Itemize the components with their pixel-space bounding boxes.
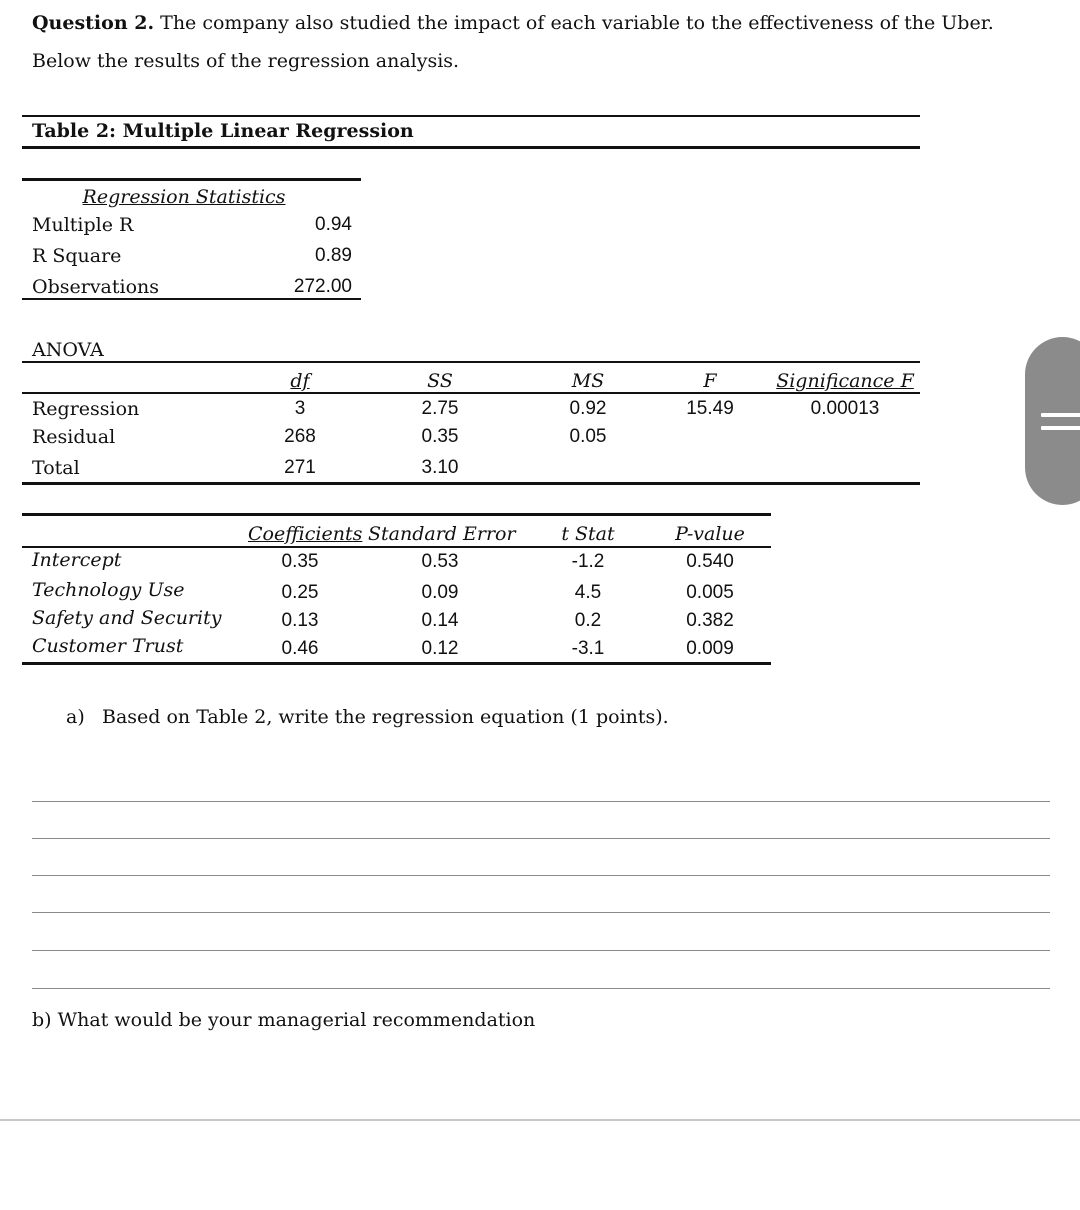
anova-header-ms: MS xyxy=(571,370,605,392)
coef-header-rule xyxy=(22,546,771,548)
answer-line[interactable] xyxy=(32,950,1050,951)
anova-sig-regression: 0.00013 xyxy=(810,398,880,419)
answer-line[interactable] xyxy=(32,988,1050,989)
anova-ms-regression: 0.92 xyxy=(569,398,607,419)
anova-df-regression: 3 xyxy=(294,398,306,419)
regstats-bottom-rule xyxy=(22,298,361,300)
coef-t-technology-use: 4.5 xyxy=(574,582,602,603)
coef-value-technology-use: 0.25 xyxy=(281,582,319,603)
coef-header-standard-error: Standard Error xyxy=(368,523,516,545)
anova-label-residual: Residual xyxy=(32,426,116,448)
coef-t-intercept: -1.2 xyxy=(571,551,605,572)
bottom-divider xyxy=(0,1119,1080,1121)
anova-label-regression: Regression xyxy=(32,398,140,420)
anova-df-residual: 268 xyxy=(284,426,316,447)
side-panel-handle[interactable] xyxy=(1025,337,1080,505)
anova-label-total: Total xyxy=(32,457,80,479)
coef-value-intercept: 0.35 xyxy=(281,551,319,572)
part-b-text: b) What would be your managerial recommendation xyxy=(32,1009,536,1031)
anova-bottom-rule xyxy=(22,482,920,485)
coef-header-coefficients: Coefficients xyxy=(248,523,363,545)
anova-header-significance-f: Significance F xyxy=(776,370,914,392)
anova-ss-total: 3.10 xyxy=(421,457,459,478)
coef-label-technology-use: Technology Use xyxy=(32,579,185,601)
anova-df-total: 271 xyxy=(284,457,316,478)
regstats-label-multiple-r: Multiple R xyxy=(32,214,134,236)
handle-grip-icon xyxy=(1041,413,1080,417)
anova-ss-residual: 0.35 xyxy=(421,426,459,447)
coef-p-safety-and-security: 0.382 xyxy=(686,610,734,631)
anova-header-rule xyxy=(22,392,920,394)
regstats-label-r-square: R Square xyxy=(32,245,122,267)
answer-line[interactable] xyxy=(32,875,1050,876)
coef-header-p-value: P-value xyxy=(675,523,745,545)
anova-top-rule xyxy=(22,361,920,363)
table-title: Table 2: Multiple Linear Regression xyxy=(32,120,414,142)
coef-label-intercept: Intercept xyxy=(32,549,122,571)
coef-se-technology-use: 0.09 xyxy=(421,582,459,603)
regstats-header: Regression Statistics xyxy=(82,186,286,208)
question-intro xyxy=(32,4,1057,80)
coef-label-safety-and-security: Safety and Security xyxy=(32,607,222,629)
answer-line[interactable] xyxy=(32,801,1050,802)
anova-header-df: df xyxy=(290,370,310,392)
coef-p-customer-trust: 0.009 xyxy=(686,638,734,659)
question-text: The company also studied the impact of each variable to the effectiveness of the Uber. Below the results of the regression analysis. xyxy=(32,12,994,72)
table-title-bottom-rule xyxy=(22,146,920,149)
question-label: Question 2. xyxy=(32,12,155,34)
coef-t-customer-trust: -3.1 xyxy=(571,638,605,659)
anova-header-f: F xyxy=(703,370,717,392)
anova-f-regression: 15.49 xyxy=(686,398,734,419)
coef-bottom-rule xyxy=(22,662,771,665)
answer-line[interactable] xyxy=(32,912,1050,913)
anova-title: ANOVA xyxy=(32,339,104,361)
part-a-text: Based on Table 2, write the regression equation (1 points). xyxy=(102,706,669,728)
anova-header-ss: SS xyxy=(427,370,453,392)
part-a-label: a) xyxy=(66,706,85,728)
regstats-value-multiple-r: 0.94 xyxy=(315,214,352,235)
coef-t-safety-and-security: 0.2 xyxy=(574,610,602,631)
coef-p-technology-use: 0.005 xyxy=(686,582,734,603)
coef-label-customer-trust: Customer Trust xyxy=(32,635,184,657)
coef-se-customer-trust: 0.12 xyxy=(421,638,459,659)
coef-value-safety-and-security: 0.13 xyxy=(281,610,319,631)
anova-ss-regression: 2.75 xyxy=(421,398,459,419)
answer-line[interactable] xyxy=(32,838,1050,839)
regstats-value-observations: 272.00 xyxy=(293,276,352,297)
coef-value-customer-trust: 0.46 xyxy=(281,638,319,659)
handle-grip-icon xyxy=(1041,426,1080,430)
coef-header-t-stat: t Stat xyxy=(561,523,615,545)
coef-p-intercept: 0.540 xyxy=(686,551,734,572)
coef-top-rule xyxy=(22,513,771,516)
coef-se-safety-and-security: 0.14 xyxy=(421,610,459,631)
regstats-top-rule xyxy=(22,178,361,181)
regstats-label-observations: Observations xyxy=(32,276,160,298)
regstats-value-r-square: 0.89 xyxy=(315,245,352,266)
table-top-rule xyxy=(22,115,920,117)
coef-se-intercept: 0.53 xyxy=(421,551,459,572)
anova-ms-residual: 0.05 xyxy=(569,426,607,447)
